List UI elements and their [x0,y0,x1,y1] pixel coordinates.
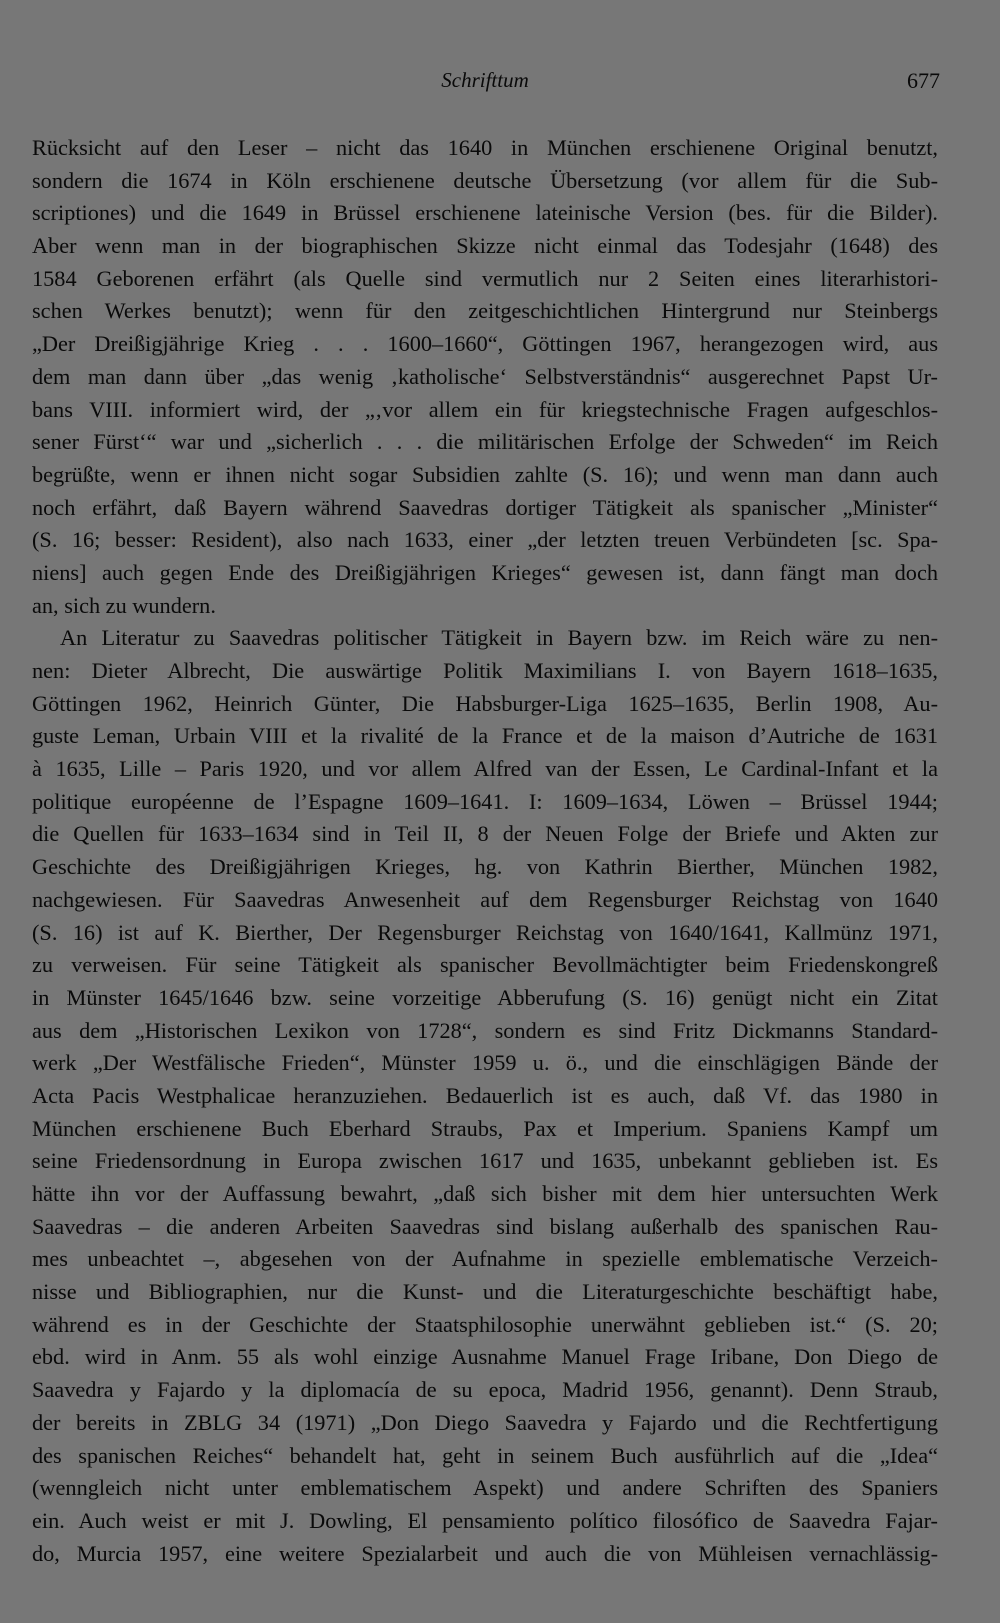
text-line: seine Friedensordnung in Europa zwischen 1617 und 1635, unbekannt geblieben ist. Es [32,1148,938,1174]
text-line: noch erfährt, daß Bayern während Saavedras dortiger Tätigkeit als spanischer „Minister“ [32,494,938,520]
text-line: München erschienene Buch Eberhard Straubs, Pax et Imperium. Spaniens Kampf um [32,1115,938,1141]
text-line: zu verweisen. Für seine Tätigkeit als spanischer Bevollmächtigter beim Friedenskongreß [32,952,938,978]
text-line: der bereits in ZBLG 34 (1971) „Don Diego Saavedra y Fajardo und die Rechtfertigung [32,1409,938,1435]
text-line: hätte ihn vor der Auffassung bewahrt, „daß sich bisher mit dem hier untersuchten Werk [32,1181,938,1206]
text-line: in Münster 1645/1646 bzw. seine vorzeitige Abberufung (S. 16) genügt nicht ein Zitat [32,984,938,1010]
text-line: Rücksicht auf den Leser – nicht das 1640 in München erschienene Original benutzt, [32,135,938,160]
paragraph-last-line: an, sich zu wundern. [32,592,216,618]
text-line: schen Werkes benutzt); wenn für den zeitgeschichtlichen Hintergrund nur Steinbergs [32,298,938,324]
text-line: sener Fürst‘“ war und „sicherlich . . . die militärischen Erfolge der Schweden“ im Reich [32,429,938,455]
text-line: aus dem „Historischen Lexikon von 1728“, sondern es sind Fritz Dickmanns Standard- [32,1017,938,1043]
text-line: Saavedras – die anderen Arbeiten Saavedras sind bislang außerhalb des spanischen Rau- [32,1213,938,1239]
text-line: Geschichte des Dreißigjährigen Krieges, hg. von Kathrin Bierther, München 1982, [32,854,938,880]
text-line: Saavedra y Fajardo y la diplomacía de su epoca, Madrid 1956, genannt). Denn Straub, [32,1377,938,1403]
text-line: während es in der Geschichte der Staatsphilosophie unerwähnt geblieben ist.“ (S. 20; [32,1311,938,1337]
text-line: nachgewiesen. Für Saavedras Anwesenheit auf dem Regensburger Reichstag von 1640 [32,886,938,912]
text-line: ebd. wird in Anm. 55 als wohl einzige Ausnahme Manuel Frage Iribane, Don Diego de [32,1344,938,1370]
page-number: 677 [907,68,940,93]
text-line: à 1635, Lille – Paris 1920, und vor allem Alfred van der Essen, Le Cardinal-Infant et la [32,756,938,782]
text-line: do, Murcia 1957, eine weitere Spezialarbeit und auch die von Mühleisen vernachlässig- [32,1540,938,1566]
text-line: nisse und Bibliographien, nur die Kunst- und die Literaturgeschichte beschäftigt habe, [32,1279,938,1305]
page-header [30,64,940,104]
text-line: werk „Der Westfälische Frieden“, Münster 1959 u. ö., und die einschlägigen Bände der [32,1050,938,1076]
text-line: 1584 Geborenen erfährt (als Quelle sind vermutlich nur 2 Seiten eines literarhistori- [32,265,938,291]
text-line: des spanischen Reiches“ behandelt hat, geht in seinem Buch ausführlich auf die „Idea“ [32,1442,938,1468]
text-line: (wenngleich nicht unter emblematischem Aspekt) und andere Schriften des Spaniers [32,1475,938,1501]
text-line: nen: Dieter Albrecht, Die auswärtige Politik Maximilians I. von Bayern 1618–1635, [32,658,938,683]
text-line: dem man dann über „das wenig ‚katholische‘ Selbstverständnis“ ausgerechnet Papst Ur- [32,363,938,389]
text-line: begrüßte, wenn er ihnen nicht sogar Subsidien zahlte (S. 16); und wenn man dann auch [32,461,938,487]
text-line: Göttingen 1962, Heinrich Günter, Die Habsburger-Liga 1625–1635, Berlin 1908, Au- [32,690,938,716]
text-line: bans VIII. informiert wird, der „‚vor allem ein für kriegstechnische Fragen aufgeschlos- [32,396,938,422]
running-title: Schrifttum [441,68,529,92]
text-line: scriptiones) und die 1649 in Brüssel erschienene lateinische Version (bes. für die Bilder). [32,200,938,226]
text-line: (S. 16) ist auf K. Bierther, Der Regensburger Reichstag von 1640/1641, Kallmünz 1971, [32,919,938,945]
text-line: guste Leman, Urbain VIII et la rivalité de la France et de la maison d’Autriche de 1631 [32,723,938,749]
text-line: (S. 16; besser: Resident), also nach 1633, einer „der letzten treuen Verbündeten [sc. Spa- [32,527,938,553]
text-line: Aber wenn man in der biographischen Skizze nicht einmal das Todesjahr (1648) des [32,233,938,259]
text-line: ein. Auch weist er mit J. Dowling, El pensamiento político filosófico de Saavedra Fajar- [32,1507,938,1533]
body-text [32,132,938,1570]
text-line: niens] auch gegen Ende des Dreißigjährigen Krieges“ gewesen ist, dann fängt man doch [32,559,938,585]
text-line: sondern die 1674 in Köln erschienene deutsche Übersetzung (vor allem für die Sub- [32,167,938,193]
text-line: „Der Dreißigjährige Krieg . . . 1600–1660“, Göttingen 1967, herangezogen wird, aus [32,331,938,357]
text-line: politique européenne de l’Espagne 1609–1641. I: 1609–1634, Löwen – Brüssel 1944; [32,788,938,814]
text-line: Acta Pacis Westphalicae heranzuziehen. Bedauerlich ist es auch, daß Vf. das 1980 in [32,1082,938,1108]
paragraph-first-line: An Literatur zu Saavedras politischer Tätigkeit in Bayern bzw. im Reich wäre zu nen- [60,625,938,651]
text-line: die Quellen für 1633–1634 sind in Teil II, 8 der Neuen Folge der Briefe und Akten zur [32,821,938,847]
text-line: mes unbeachtet –, abgesehen von der Aufnahme in spezielle emblematische Verzeich- [32,1246,938,1272]
